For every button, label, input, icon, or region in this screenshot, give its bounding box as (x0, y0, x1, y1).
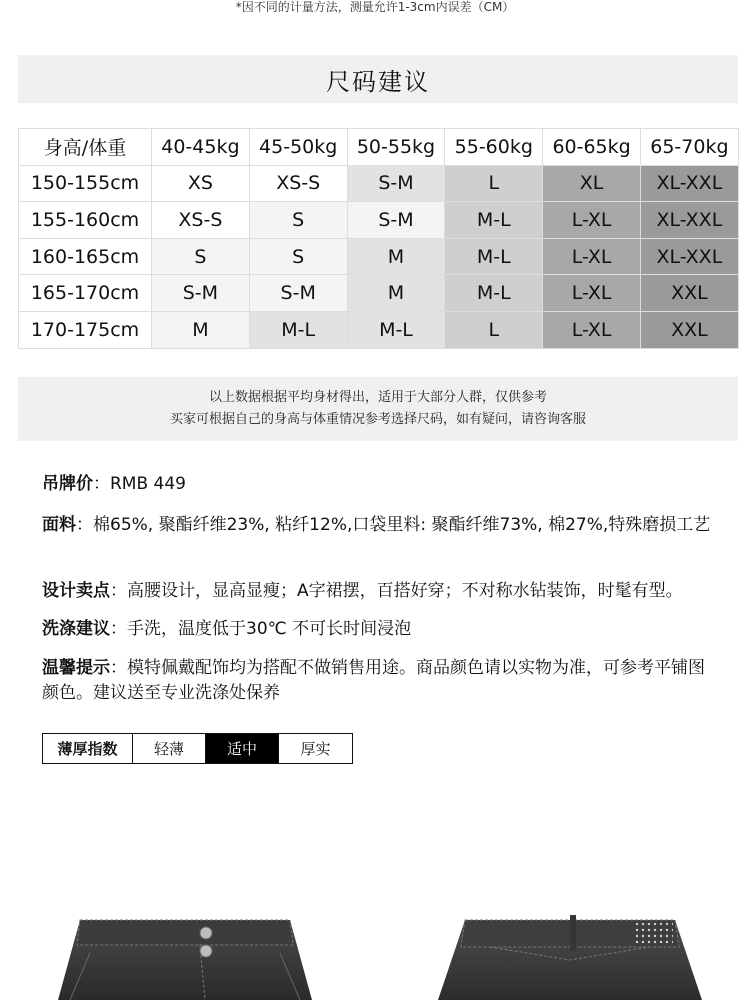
weight-header: 60-65kg (543, 129, 641, 166)
table-row (19, 311, 739, 348)
table-row (19, 202, 739, 239)
height-cell: 150-155cm (19, 165, 152, 202)
size-table (18, 128, 739, 349)
size-cell: L-XL (543, 238, 641, 275)
thickness-label: 薄厚指数 (43, 734, 133, 763)
size-cell: S-M (347, 202, 445, 239)
size-cell: XXL (640, 275, 738, 312)
size-cell: S (249, 202, 347, 239)
wash-value: ：手洗，温度低于30℃ 不可长时间浸泡 (110, 619, 412, 639)
design-info (42, 579, 712, 604)
weight-header: 50-55kg (347, 129, 445, 166)
size-cell: M (347, 238, 445, 275)
size-cell: S-M (249, 275, 347, 312)
size-cell: XL-XXL (640, 238, 738, 275)
weight-header: 40-45kg (152, 129, 250, 166)
size-cell: L-XL (543, 275, 641, 312)
price-value: ：RMB 449 (93, 474, 186, 494)
size-cell: M-L (445, 238, 543, 275)
thickness-option-light: 轻薄 (133, 734, 206, 763)
size-cell: S-M (347, 165, 445, 202)
size-guide-title: 尺码建议 (18, 55, 738, 103)
table-corner: 身高/体重 (19, 129, 152, 166)
weight-header: 45-50kg (249, 129, 347, 166)
size-cell: XS-S (152, 202, 250, 239)
height-cell: 165-170cm (19, 275, 152, 312)
size-cell: XL-XXL (640, 202, 738, 239)
size-cell: M (152, 311, 250, 348)
size-cell: L-XL (543, 202, 641, 239)
height-cell: 155-160cm (19, 202, 152, 239)
measurement-note: *因不同的计量方法，测量允许1-3cm内误差（CM） (235, 0, 515, 14)
size-table-header (19, 129, 739, 166)
disclaimer-line: 以上数据根据平均身材得出，适用于大部分人群，仅供参考 (208, 390, 547, 405)
fabric-value: ：棉65%, 聚酯纤维23%, 粘纤12%,口袋里料: 聚酯纤维73%, 棉27%,特殊磨损工艺 (76, 515, 711, 535)
size-cell: L (445, 165, 543, 202)
disclaimer-line: 买家可根据自己的身高与体重情况参考选择尺码，如有疑问，请咨询客服 (169, 412, 586, 427)
tips-label: 温馨提示 (42, 658, 110, 678)
size-cell: S-M (152, 275, 250, 312)
size-cell: L (445, 311, 543, 348)
table-row (19, 275, 739, 312)
size-cell: XS (152, 165, 250, 202)
weight-header: 65-70kg (640, 129, 738, 166)
height-cell: 170-175cm (19, 311, 152, 348)
size-cell: M (347, 275, 445, 312)
tips-info (42, 656, 712, 706)
size-cell: XXL (640, 311, 738, 348)
size-cell: L-XL (543, 311, 641, 348)
product-photo-back (430, 915, 710, 1000)
table-row (19, 165, 739, 202)
size-cell: M-L (347, 311, 445, 348)
wash-info (42, 617, 712, 642)
size-cell: M-L (249, 311, 347, 348)
fabric-label: 面料 (42, 515, 76, 535)
height-cell: 160-165cm (19, 238, 152, 275)
design-value: ：高腰设计，显高显瘦；A字裙摆，百搭好穿；不对称水钻装饰，时髦有型。 (110, 581, 683, 601)
tips-value: ：模特佩戴配饰均为搭配不做销售用途。商品颜色请以实物为准，可参考平铺图颜色。建议送至专业洗涤处保养 (42, 658, 705, 703)
size-cell: XL-XXL (640, 165, 738, 202)
size-disclaimer (18, 377, 738, 441)
table-row (19, 238, 739, 275)
size-cell: S (249, 238, 347, 275)
design-label: 设计卖点 (42, 581, 110, 601)
weight-header: 55-60kg (445, 129, 543, 166)
size-cell: M-L (445, 202, 543, 239)
product-photo-front (50, 915, 320, 1000)
thickness-index (42, 733, 353, 764)
thickness-option-thick: 厚实 (300, 740, 331, 758)
size-cell: S (152, 238, 250, 275)
size-cell: XS-S (249, 165, 347, 202)
price-label: 吊牌价 (42, 474, 93, 494)
wash-label: 洗涤建议 (42, 619, 110, 639)
fabric-info (42, 513, 712, 538)
size-cell: M-L (445, 275, 543, 312)
thickness-option-medium: 适中 (206, 734, 279, 763)
denim-front-image (50, 915, 320, 1000)
price-info (42, 472, 712, 497)
denim-back-image (430, 915, 710, 1000)
size-cell: XL (543, 165, 641, 202)
